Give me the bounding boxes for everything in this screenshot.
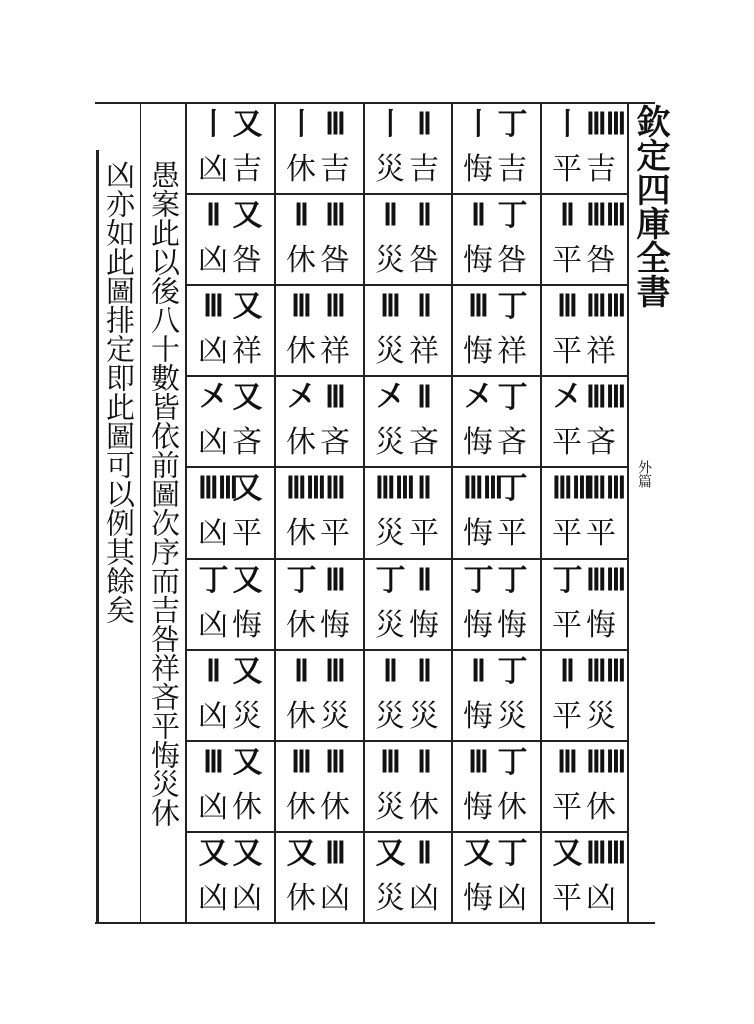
- cell-term: 平: [320, 516, 350, 551]
- cell-term: 祥: [409, 334, 439, 369]
- cell-term-low: 災: [375, 699, 405, 734]
- cell-numeral-low: ⅢⅢ: [375, 471, 415, 506]
- cell-term: 凶: [320, 881, 350, 916]
- cell-term-low: 凶: [198, 608, 228, 643]
- cell-numeral: Ⅲ: [325, 380, 345, 415]
- cell-numeral: 丁: [497, 836, 527, 871]
- cell-term-low: 休: [286, 425, 316, 460]
- cell-term-low: 災: [375, 243, 405, 278]
- cell-numeral: ⅢⅢ: [586, 654, 626, 689]
- cell-term-low: 凶: [198, 334, 228, 369]
- cell-term-low: 悔: [463, 608, 493, 643]
- cell-numeral: ⅢⅢ: [586, 198, 626, 233]
- cell-term-low: 災: [375, 516, 405, 551]
- cell-numeral: 又: [232, 836, 262, 871]
- cell-numeral-low: Ⅱ: [294, 198, 308, 233]
- cell-numeral-low: Ⅱ: [471, 198, 485, 233]
- commentary-col-2: 凶亦如此圖排定即此圖可以例其餘矣: [102, 160, 136, 624]
- grid-row-line: [186, 558, 628, 560]
- cell-term: 休: [320, 790, 350, 825]
- grid-cell: [190, 471, 270, 551]
- cell-numeral-low: 丨: [463, 107, 493, 142]
- cell-numeral: ⅢⅢ: [586, 289, 626, 324]
- grid-cell: [190, 836, 270, 916]
- cell-term-low: 平: [552, 608, 582, 643]
- cell-term-low: 凶: [198, 790, 228, 825]
- cell-term: 休: [497, 790, 527, 825]
- grid-cell: [190, 107, 270, 187]
- cell-numeral-low: Ⅲ: [380, 289, 400, 324]
- cell-numeral: ⅢⅢ: [586, 563, 626, 598]
- grid-cell: [455, 836, 535, 916]
- cell-term-low: 悔: [463, 699, 493, 734]
- grid-cell: [544, 654, 626, 734]
- cell-numeral-low: 又: [198, 836, 228, 871]
- grid-cell: [367, 836, 447, 916]
- grid-cell: [455, 198, 535, 278]
- grid-cell: [367, 563, 447, 643]
- cell-term-low: 平: [552, 516, 582, 551]
- cell-numeral-low: ⅢⅢ: [198, 471, 238, 506]
- cell-term: 咎: [586, 243, 616, 278]
- cell-term: 平: [409, 516, 439, 551]
- grid-cell: [455, 380, 535, 460]
- cell-term: 吝: [320, 425, 350, 460]
- bottom-border: [95, 922, 655, 924]
- note-divider: [185, 102, 187, 922]
- cell-term-low: 休: [286, 152, 316, 187]
- cell-numeral: 又: [232, 107, 262, 142]
- cell-numeral-low: 㐅: [375, 380, 405, 415]
- cell-numeral-low: 丁: [286, 563, 316, 598]
- grid-cell: [455, 745, 535, 825]
- cell-numeral: Ⅱ: [417, 198, 431, 233]
- grid-cell: [544, 107, 626, 187]
- grid-col-line: [540, 102, 542, 922]
- cell-term: 祥: [497, 334, 527, 369]
- grid-cell: [278, 745, 358, 825]
- cell-numeral-low: ⅢⅢ: [552, 471, 592, 506]
- cell-term: 災: [232, 699, 262, 734]
- cell-term: 悔: [232, 608, 262, 643]
- cell-numeral: 又: [232, 745, 262, 780]
- grid-row-line: [186, 649, 628, 651]
- cell-numeral-low: 丁: [463, 563, 493, 598]
- cell-term: 吝: [497, 425, 527, 460]
- cell-numeral-low: 㐅: [463, 380, 493, 415]
- cell-term: 災: [497, 699, 527, 734]
- cell-numeral-low: Ⅱ: [471, 654, 485, 689]
- cell-term: 休: [586, 790, 616, 825]
- cell-numeral: 丁: [497, 107, 527, 142]
- cell-numeral-low: 丨: [286, 107, 316, 142]
- cell-term: 悔: [320, 608, 350, 643]
- cell-numeral-low: Ⅱ: [560, 198, 574, 233]
- commentary-col-1: 愚案此以後八十數皆依前圖次序而吉咎祥吝平悔災休: [147, 160, 181, 827]
- cell-term-low: 休: [286, 516, 316, 551]
- cell-numeral: 又: [232, 563, 262, 598]
- cell-numeral-low: Ⅲ: [557, 745, 577, 780]
- cell-term: 凶: [232, 881, 262, 916]
- cell-numeral-low: Ⅲ: [380, 745, 400, 780]
- note-divider-2: [140, 102, 141, 922]
- grid-cell: [367, 107, 447, 187]
- cell-term: 凶: [497, 881, 527, 916]
- cell-term-low: 災: [375, 790, 405, 825]
- grid-cell: [278, 380, 358, 460]
- cell-numeral-low: Ⅲ: [203, 289, 223, 324]
- cell-term: 凶: [409, 881, 439, 916]
- cell-term: 休: [409, 790, 439, 825]
- cell-term: 平: [232, 516, 262, 551]
- cell-numeral-low: Ⅲ: [203, 745, 223, 780]
- cell-term: 災: [320, 699, 350, 734]
- cell-term-low: 悔: [463, 516, 493, 551]
- grid-cell: [367, 198, 447, 278]
- cell-term-low: 凶: [198, 152, 228, 187]
- cell-term: 休: [232, 790, 262, 825]
- cell-numeral: Ⅱ: [417, 107, 431, 142]
- grid-cell: [367, 471, 447, 551]
- cell-term: 平: [586, 516, 616, 551]
- cell-numeral: Ⅲ: [325, 654, 345, 689]
- grid-cell: [278, 654, 358, 734]
- cell-term: 吉: [497, 152, 527, 187]
- grid-cell: [190, 289, 270, 369]
- cell-numeral-low: Ⅱ: [294, 654, 308, 689]
- cell-numeral: ⅢⅢ: [586, 471, 626, 506]
- cell-numeral-low: Ⅲ: [291, 745, 311, 780]
- cell-numeral-low: 丨: [552, 107, 582, 142]
- cell-term-low: 凶: [198, 881, 228, 916]
- cell-term: 咎: [232, 243, 262, 278]
- cell-term-low: 平: [552, 152, 582, 187]
- cell-term: 災: [586, 699, 616, 734]
- grid-col-line: [451, 102, 453, 922]
- cell-term-low: 悔: [463, 334, 493, 369]
- grid-cell: [367, 654, 447, 734]
- grid-cell: [190, 745, 270, 825]
- cell-numeral: 又: [232, 380, 262, 415]
- cell-term: 吝: [409, 425, 439, 460]
- cell-numeral-low: Ⅱ: [383, 654, 397, 689]
- grid-col-line: [274, 102, 276, 922]
- cell-term-low: 凶: [198, 516, 228, 551]
- cell-numeral: ⅢⅢ: [586, 745, 626, 780]
- cell-term: 吝: [586, 425, 616, 460]
- cell-term-low: 凶: [198, 425, 228, 460]
- cell-numeral: Ⅲ: [325, 563, 345, 598]
- cell-term-low: 平: [552, 334, 582, 369]
- cell-numeral: Ⅱ: [417, 380, 431, 415]
- cell-term-low: 休: [286, 881, 316, 916]
- cell-numeral-low: 㐅: [286, 380, 316, 415]
- cell-term: 吝: [232, 425, 262, 460]
- cell-term-low: 災: [375, 334, 405, 369]
- cell-term-low: 平: [552, 699, 582, 734]
- cell-numeral-low: 丁: [375, 563, 405, 598]
- cell-term: 悔: [586, 608, 616, 643]
- cell-numeral-low: 又: [375, 836, 405, 871]
- cell-term-low: 休: [286, 243, 316, 278]
- cell-term: 咎: [320, 243, 350, 278]
- cell-numeral-low: 㐅: [198, 380, 228, 415]
- cell-term: 悔: [409, 608, 439, 643]
- grid-cell: [278, 836, 358, 916]
- grid-cell: [278, 471, 358, 551]
- grid-cell: [455, 107, 535, 187]
- cell-term-low: 悔: [463, 243, 493, 278]
- cell-numeral-low: Ⅱ: [206, 654, 220, 689]
- cell-numeral-low: ⅢⅢ: [286, 471, 326, 506]
- grid-cell: [455, 654, 535, 734]
- cell-numeral-low: Ⅱ: [560, 654, 574, 689]
- cell-numeral: Ⅱ: [417, 745, 431, 780]
- grid-cell: [544, 380, 626, 460]
- cell-numeral: 丁: [497, 289, 527, 324]
- cell-term: 祥: [232, 334, 262, 369]
- cell-term-low: 凶: [198, 243, 228, 278]
- grid-row-line: [186, 284, 628, 286]
- cell-term: 悔: [497, 608, 527, 643]
- cell-numeral-low: 又: [552, 836, 582, 871]
- book-title: 欽定四庫全書: [630, 104, 670, 308]
- cell-numeral-low: 丨: [375, 107, 405, 142]
- cell-term: 吉: [409, 152, 439, 187]
- grid-cell: [544, 198, 626, 278]
- cell-numeral-low: 丁: [198, 563, 228, 598]
- grid-cell: [544, 836, 626, 916]
- cell-term-low: 休: [286, 790, 316, 825]
- cell-numeral: 又: [232, 289, 262, 324]
- cell-term: 平: [497, 516, 527, 551]
- cell-term-low: 悔: [463, 152, 493, 187]
- cell-numeral: Ⅱ: [417, 563, 431, 598]
- cell-numeral: Ⅲ: [325, 107, 345, 142]
- grid-cell: [367, 380, 447, 460]
- cell-term-low: 休: [286, 608, 316, 643]
- cell-numeral: Ⅱ: [417, 836, 431, 871]
- cell-numeral-low: Ⅲ: [557, 289, 577, 324]
- cell-numeral: 丁: [497, 745, 527, 780]
- grid-row-line: [186, 740, 628, 742]
- cell-numeral: 丁: [497, 563, 527, 598]
- grid-cell: [190, 654, 270, 734]
- cell-term: 凶: [586, 881, 616, 916]
- cell-term-low: 平: [552, 881, 582, 916]
- cell-numeral: Ⅱ: [417, 654, 431, 689]
- cell-term-low: 悔: [463, 790, 493, 825]
- divination-grid: [186, 102, 628, 922]
- cell-numeral-low: 又: [286, 836, 316, 871]
- cell-numeral-low: Ⅲ: [291, 289, 311, 324]
- grid-cell: [544, 745, 626, 825]
- grid-cell: [455, 471, 535, 551]
- cell-numeral: Ⅱ: [417, 471, 431, 506]
- cell-term: 吉: [586, 152, 616, 187]
- cell-term-low: 平: [552, 425, 582, 460]
- cell-term: 咎: [409, 243, 439, 278]
- cell-term-low: 悔: [463, 881, 493, 916]
- grid-cell: [544, 289, 626, 369]
- cell-numeral-low: 丁: [552, 563, 582, 598]
- grid-row-line: [186, 193, 628, 195]
- grid-cell: [278, 289, 358, 369]
- cell-numeral: 又: [232, 471, 262, 506]
- cell-term-low: 凶: [198, 699, 228, 734]
- cell-numeral-low: ⅢⅢ: [463, 471, 503, 506]
- cell-term: 咎: [497, 243, 527, 278]
- grid-cell: [455, 289, 535, 369]
- cell-term-low: 平: [552, 243, 582, 278]
- cell-numeral: ⅢⅢ: [586, 836, 626, 871]
- book-subtitle: 外篇: [636, 460, 652, 488]
- grid-col-line: [363, 102, 365, 922]
- cell-numeral: Ⅲ: [325, 836, 345, 871]
- cell-numeral-low: 又: [463, 836, 493, 871]
- cell-term: 吉: [320, 152, 350, 187]
- cell-numeral: 丁: [497, 654, 527, 689]
- cell-numeral: 又: [232, 198, 262, 233]
- cell-numeral-low: 丨: [198, 107, 228, 142]
- cell-numeral: 丁: [497, 471, 527, 506]
- cell-numeral-low: Ⅲ: [468, 745, 488, 780]
- cell-numeral-low: Ⅱ: [383, 198, 397, 233]
- cell-numeral: 丁: [497, 380, 527, 415]
- grid-cell: [190, 380, 270, 460]
- grid-cell: [190, 563, 270, 643]
- cell-term-low: 災: [375, 152, 405, 187]
- cell-numeral: Ⅲ: [325, 471, 345, 506]
- grid-cell: [367, 745, 447, 825]
- left-border: [96, 150, 99, 922]
- grid-cell: [190, 198, 270, 278]
- grid-row-line: [186, 375, 628, 377]
- cell-numeral: Ⅱ: [417, 289, 431, 324]
- grid-cell: [544, 563, 626, 643]
- cell-term-low: 休: [286, 699, 316, 734]
- grid-row-line: [186, 466, 628, 468]
- cell-term-low: 災: [375, 425, 405, 460]
- cell-numeral: Ⅲ: [325, 289, 345, 324]
- grid-cell: [278, 563, 358, 643]
- cell-term-low: 休: [286, 334, 316, 369]
- grid-cell: [278, 198, 358, 278]
- grid-cell: [278, 107, 358, 187]
- cell-term: 祥: [320, 334, 350, 369]
- cell-term-low: 平: [552, 790, 582, 825]
- cell-term-low: 災: [375, 881, 405, 916]
- cell-term: 吉: [232, 152, 262, 187]
- grid-cell: [455, 563, 535, 643]
- cell-term: 災: [409, 699, 439, 734]
- cell-numeral: Ⅲ: [325, 745, 345, 780]
- cell-numeral: 丁: [497, 198, 527, 233]
- grid-cell: [367, 289, 447, 369]
- cell-numeral: ⅢⅢ: [586, 107, 626, 142]
- cell-numeral-low: Ⅱ: [206, 198, 220, 233]
- grid-cell: [544, 471, 626, 551]
- grid-row-line: [186, 831, 628, 833]
- cell-term-low: 悔: [463, 425, 493, 460]
- cell-numeral: 又: [232, 654, 262, 689]
- cell-numeral-low: 㐅: [552, 380, 582, 415]
- cell-numeral: ⅢⅢ: [586, 380, 626, 415]
- cell-numeral-low: Ⅲ: [468, 289, 488, 324]
- cell-numeral: Ⅲ: [325, 198, 345, 233]
- cell-term: 祥: [586, 334, 616, 369]
- cell-term-low: 災: [375, 608, 405, 643]
